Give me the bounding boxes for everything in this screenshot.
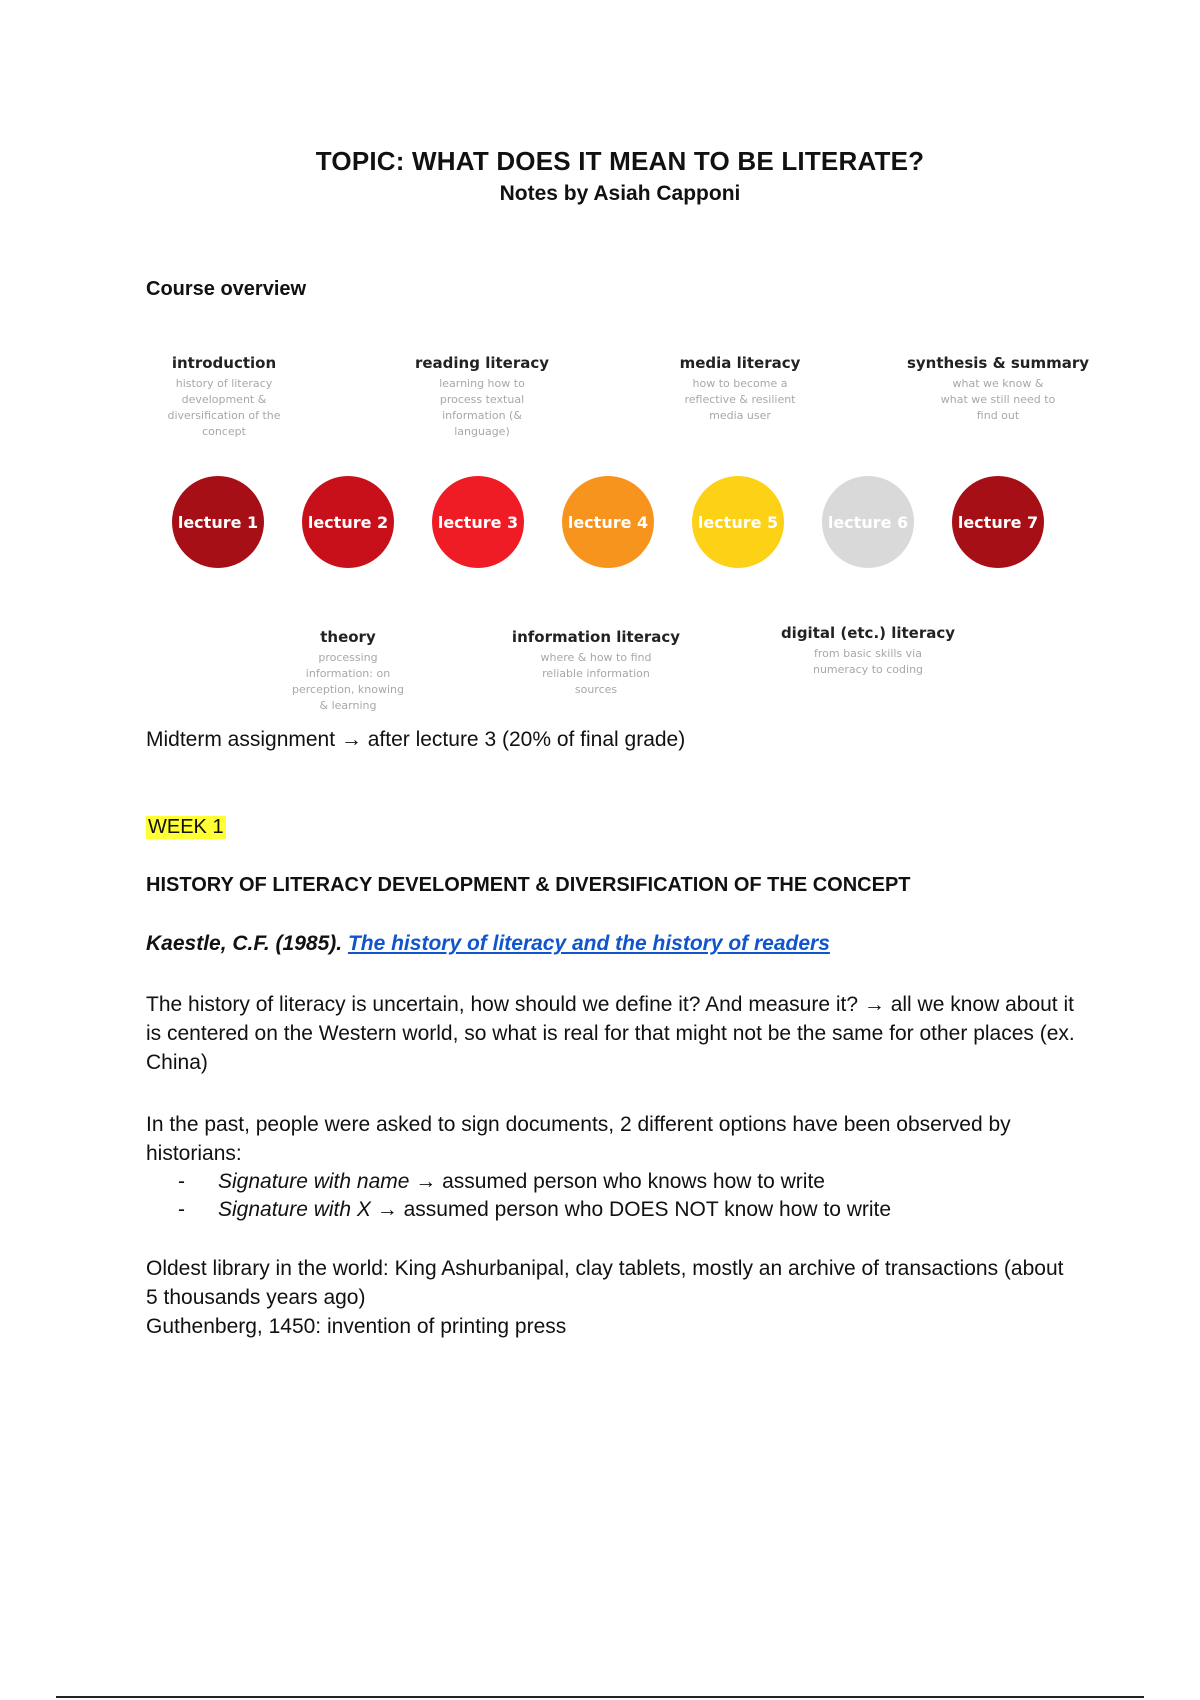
lecture-6-circle: lecture 6 xyxy=(822,476,914,568)
topic-description: what we know & what we still need to find out xyxy=(940,377,1056,422)
topic-label: reading literacy xyxy=(414,354,550,372)
lecture-1-circle: lecture 1 xyxy=(172,476,264,568)
lecture-5-circle: lecture 5 xyxy=(692,476,784,568)
topic-introduction xyxy=(124,354,324,440)
topic-label: information literacy xyxy=(511,628,681,646)
topic-reading-literacy xyxy=(382,354,582,440)
week-label: WEEK 1 xyxy=(148,816,224,838)
bullet-term: Signature with name xyxy=(218,1170,410,1193)
midterm-note: Midterm assignment → after lecture 3 (20% of final grade) xyxy=(146,728,686,751)
citation-author: Kaestle, C.F. (1985). xyxy=(146,932,343,955)
lecture-4-circle: lecture 4 xyxy=(562,476,654,568)
paragraph-library xyxy=(146,1254,1076,1341)
topic-label: media literacy xyxy=(679,354,801,372)
bullet-text: → assumed person who DOES NOT know how to write xyxy=(370,1198,892,1221)
course-overview-heading: Course overview xyxy=(146,278,307,300)
topic-label: digital (etc.) literacy xyxy=(780,624,956,642)
bullet-text: → assumed person who knows how to write xyxy=(409,1170,825,1193)
list-item xyxy=(178,1196,891,1224)
topic-synthesis-summary xyxy=(898,354,1098,424)
signature-bullet-list xyxy=(178,1168,891,1224)
lecture-7-circle: lecture 7 xyxy=(952,476,1044,568)
topic-label: theory xyxy=(320,628,376,646)
topic-label: introduction xyxy=(171,354,277,372)
lecture-2-circle: lecture 2 xyxy=(302,476,394,568)
section-heading: HISTORY OF LITERACY DEVELOPMENT & DIVERSIFICATION OF THE CONCEPT xyxy=(146,874,911,896)
bullet-dash: - xyxy=(178,1198,185,1221)
topic-description: processing information: on perception, knowing & learning xyxy=(292,651,404,712)
topic-description: history of literacy development & diversification of the concept xyxy=(167,377,281,438)
page-title: TOPIC: WHAT DOES IT MEAN TO BE LITERATE? xyxy=(315,146,925,176)
topic-information-literacy xyxy=(496,628,696,698)
topic-theory xyxy=(248,628,448,714)
lecture-3-circle: lecture 3 xyxy=(432,476,524,568)
list-item xyxy=(178,1168,891,1196)
paragraph-library-line: Oldest library in the world: King Ashurbanipal, clay tablets, mostly an archive of transactions (about 5 thousands years ago) xyxy=(146,1257,1064,1309)
topic-media-literacy xyxy=(640,354,840,424)
page-bottom-rule xyxy=(56,1696,1144,1698)
topic-label: synthesis & summary xyxy=(906,354,1090,372)
topic-digital-literacy xyxy=(768,624,968,678)
citation-link[interactable]: The history of literacy and the history of readers xyxy=(347,932,830,955)
citation xyxy=(146,932,830,956)
paragraph-printing-line: Guthenberg, 1450: invention of printing press xyxy=(146,1315,567,1338)
topic-description: where & how to find reliable information sources xyxy=(540,651,652,696)
bullet-term: Signature with X xyxy=(218,1198,371,1221)
paragraph-history: The history of literacy is uncertain, how should we define it? And measure it? → all we know about it is centered on the Western world, so what is real for that might not be the same for other places (ex. China) xyxy=(146,993,1075,1074)
page-subtitle: Notes by Asiah Capponi xyxy=(499,182,741,205)
topic-description: learning how to process textual information (& language) xyxy=(439,377,525,438)
topic-description: how to become a reflective & resilient media user xyxy=(684,377,796,422)
topic-description: from basic skills via numeracy to coding xyxy=(812,647,924,676)
paragraph-signatures: In the past, people were asked to sign documents, 2 different options have been observed by historians: xyxy=(146,1113,1011,1165)
bullet-dash: - xyxy=(178,1170,185,1193)
